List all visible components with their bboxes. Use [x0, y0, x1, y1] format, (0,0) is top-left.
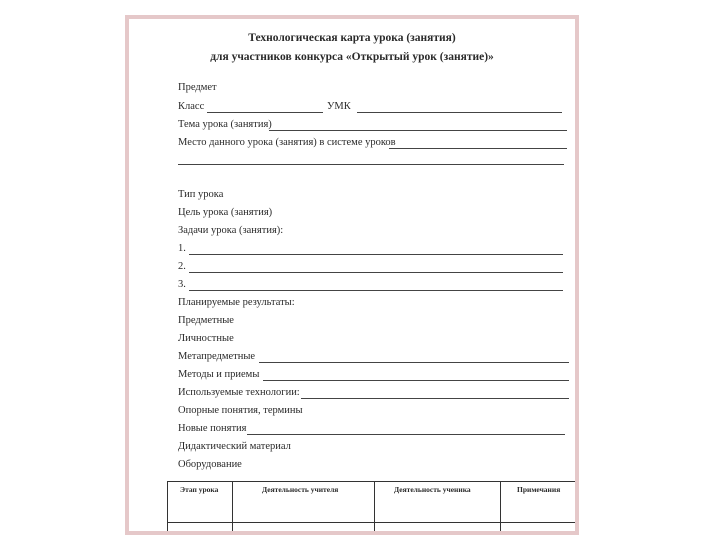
field-new-concepts: Новые понятия	[178, 423, 247, 434]
task-3-number: 3.	[178, 279, 186, 290]
field-equipment: Оборудование	[178, 459, 242, 470]
field-umk: УМК	[327, 101, 351, 112]
lesson-stages-table	[167, 481, 579, 535]
table-header-student: Деятельность ученика	[394, 485, 471, 494]
field-key-concepts: Опорные понятия, термины	[178, 405, 303, 416]
field-lesson-type: Тип урока	[178, 189, 224, 200]
document-subtitle: для участников конкурса «Открытый урок (занятие)»	[210, 51, 494, 63]
field-lesson-topic: Тема урока (занятия)	[178, 119, 272, 130]
table-header-teacher: Деятельность учителя	[262, 485, 339, 494]
document-page	[125, 15, 579, 535]
task-1-number: 1.	[178, 243, 186, 254]
field-lesson-tasks: Задачи урока (занятия):	[178, 225, 284, 236]
field-lesson-goal: Цель урока (занятия)	[178, 207, 273, 218]
methods-line[interactable]	[263, 380, 569, 381]
table-row-divider	[168, 522, 579, 523]
table-col-divider	[232, 482, 233, 535]
field-lesson-place: Место данного урока (занятия) в системе уроков	[178, 137, 396, 148]
table-header-stage: Этап урока	[180, 485, 219, 494]
table-col-divider	[374, 482, 375, 535]
task-3-line[interactable]	[189, 290, 563, 291]
task-2-number: 2.	[178, 261, 186, 272]
field-subject-results: Предметные	[178, 315, 234, 326]
field-personal-results: Личностные	[178, 333, 234, 344]
field-didactic-material: Дидактический материал	[178, 441, 291, 452]
new-concepts-line[interactable]	[247, 434, 565, 435]
meta-results-line[interactable]	[259, 362, 569, 363]
field-technologies: Используемые технологии:	[178, 387, 300, 398]
field-subject: Предмет	[178, 82, 217, 93]
document-title: Технологическая карта урока (занятия)	[248, 32, 456, 44]
field-planned-results: Планируемые результаты:	[178, 297, 295, 308]
field-methods: Методы и приемы	[178, 369, 260, 380]
lesson-place-line-2[interactable]	[178, 164, 564, 165]
task-1-line[interactable]	[189, 254, 563, 255]
technologies-line[interactable]	[301, 398, 569, 399]
lesson-place-line[interactable]	[389, 148, 567, 149]
field-class: Класс	[178, 101, 205, 112]
field-meta-results: Метапредметные	[178, 351, 256, 362]
umk-line[interactable]	[357, 112, 562, 113]
class-line[interactable]	[207, 112, 323, 113]
lesson-topic-line[interactable]	[269, 130, 567, 131]
task-2-line[interactable]	[189, 272, 563, 273]
table-col-divider	[500, 482, 501, 535]
table-header-notes: Примечания	[517, 485, 561, 494]
